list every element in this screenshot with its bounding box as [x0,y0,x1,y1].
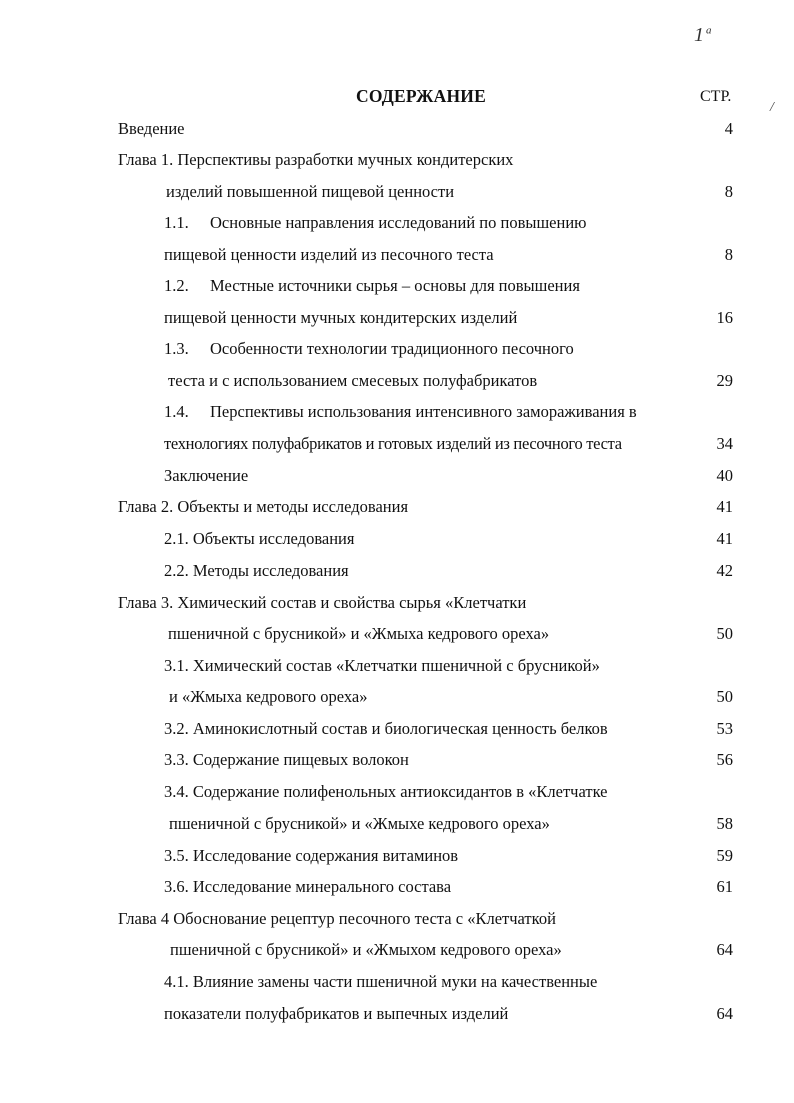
toc-entry [118,396,733,428]
section-number: 1.2. [164,276,189,295]
toc-entry-page: 41 [716,497,733,516]
toc-entry-text: 3.6. Исследование минерального состава [164,877,452,896]
section-number: 1.1. [164,213,189,232]
toc-entry-text: и «Жмыха кедрового ореха» [169,687,368,706]
toc-entry-page: 61 [716,877,733,896]
handwritten-page-mark: 1$^a$ [694,24,714,46]
toc-entry-page: 56 [716,750,733,769]
toc-entry-page: 64 [716,1004,733,1023]
toc-entry-text: 3.2. Аминокислотный состав и биологическая ценность белков [164,719,608,738]
toc-entry [118,176,733,208]
toc-entry [118,650,733,682]
toc-entry-text: технологиях полуфабрикатов и готовых изделий из песочного теста [164,434,622,453]
toc-entry [118,365,733,397]
toc-entry-text: 3.3. Содержание пищевых волокон [164,750,409,769]
toc-entry [118,333,733,365]
toc-entry-page: 29 [716,371,733,390]
toc-entry-text: Глава 4 Обоснование рецептур песочного теста с «Клетчаткой [118,909,556,928]
toc-entry-text [164,207,586,239]
toc-entry-page: 40 [716,466,733,485]
toc-entry-page: 41 [716,529,733,548]
stray-mark: / [770,100,774,115]
toc-entry [118,744,733,776]
toc-entry [118,871,733,903]
toc-entry-text: 2.2. Методы исследования [164,561,349,580]
toc-entry [118,903,733,935]
section-number: 1.3. [164,339,189,358]
toc-entry [118,934,733,966]
section-title: Особенности технологии традиционного песочного [210,339,574,358]
toc-entry [118,207,733,239]
toc-entry [118,808,733,840]
toc-entry-page: 16 [716,308,733,327]
toc-entry-text [164,396,637,428]
toc-entry [118,491,733,523]
toc-entry-text [164,270,580,302]
toc-entry-text: Глава 3. Химический состав и свойства сырья «Клетчатки [118,593,527,612]
section-title: Местные источники сырья – основы для повышения [210,276,580,295]
toc-entry-page: 8 [724,245,733,264]
toc-entry-text: Глава 1. Перспективы разработки мучных кондитерских [118,150,514,169]
toc-entry [118,681,733,713]
page-column-label: СТР. [700,88,732,105]
toc-entry [118,618,733,650]
toc-entry-page: 8 [724,182,733,201]
toc-entry [118,270,733,302]
toc-entry-text: показатели полуфабрикатов и выпечных изделий [164,1004,509,1023]
toc-entry-text: пищевой ценности мучных кондитерских изделий [164,308,518,327]
toc-entry [118,239,733,271]
toc-entry-page: 59 [716,846,733,865]
page-title: СОДЕРЖАНИЕ [355,86,486,106]
toc-entry-page: 58 [716,814,733,833]
toc-entry-text: 4.1. Влияние замены части пшеничной муки на качественные [164,972,598,991]
section-title: Основные направления исследований по повышению [210,213,587,232]
toc-entry [118,302,733,334]
toc-entry [118,587,733,619]
toc-entry-page: 4 [724,119,733,138]
toc-entry [118,776,733,808]
toc-entry-page: 42 [716,561,733,580]
toc-entry [118,523,733,555]
toc-entry-text: теста и с использованием смесевых полуфабрикатов [168,371,538,390]
toc-entry [118,460,733,492]
toc-entry [118,113,733,145]
toc-entry-page: 50 [716,624,733,643]
toc-entry-page: 53 [716,719,733,738]
toc-entry [118,713,733,745]
toc-entry-text: Введение [118,119,185,138]
toc-entry-text: 3.5. Исследование содержания витаминов [164,846,459,865]
toc-entry [118,144,733,176]
toc-entry-text: Глава 2. Объекты и методы исследования [118,497,409,516]
toc-entry [118,966,733,998]
toc-entry-text: пшеничной с брусникой» и «Жмыха кедрового ореха» [168,624,550,643]
toc-entry-text: 2.1. Объекты исследования [164,529,355,548]
toc-entry [118,428,733,460]
section-number: 1.4. [164,402,189,421]
toc-entry-text: Заключение [164,466,249,485]
section-title: Перспективы использования интенсивного замораживания в [210,402,637,421]
toc-entry-page: 64 [716,940,733,959]
toc-entry [118,555,733,587]
toc-entry-text: пшеничной с брусникой» и «Жмыхом кедрового ореха» [170,940,562,959]
toc-entry-page: 34 [716,434,733,453]
toc-entry-page: 50 [716,687,733,706]
toc-entry [118,840,733,872]
toc-entry-text [164,333,574,365]
toc-entry-text: 3.4. Содержание полифенольных антиоксидантов в «Клетчатке [164,782,608,801]
toc-entry-text: 3.1. Химический состав «Клетчатки пшеничной с брусникой» [164,656,600,675]
toc-entry-text: изделий повышенной пищевой ценности [166,182,455,201]
toc-entry-text: пшеничной с брусникой» и «Жмыхе кедрового ореха» [169,814,550,833]
toc-entry-text: пищевой ценности изделий из песочного теста [164,245,494,264]
toc-entry [118,998,733,1030]
